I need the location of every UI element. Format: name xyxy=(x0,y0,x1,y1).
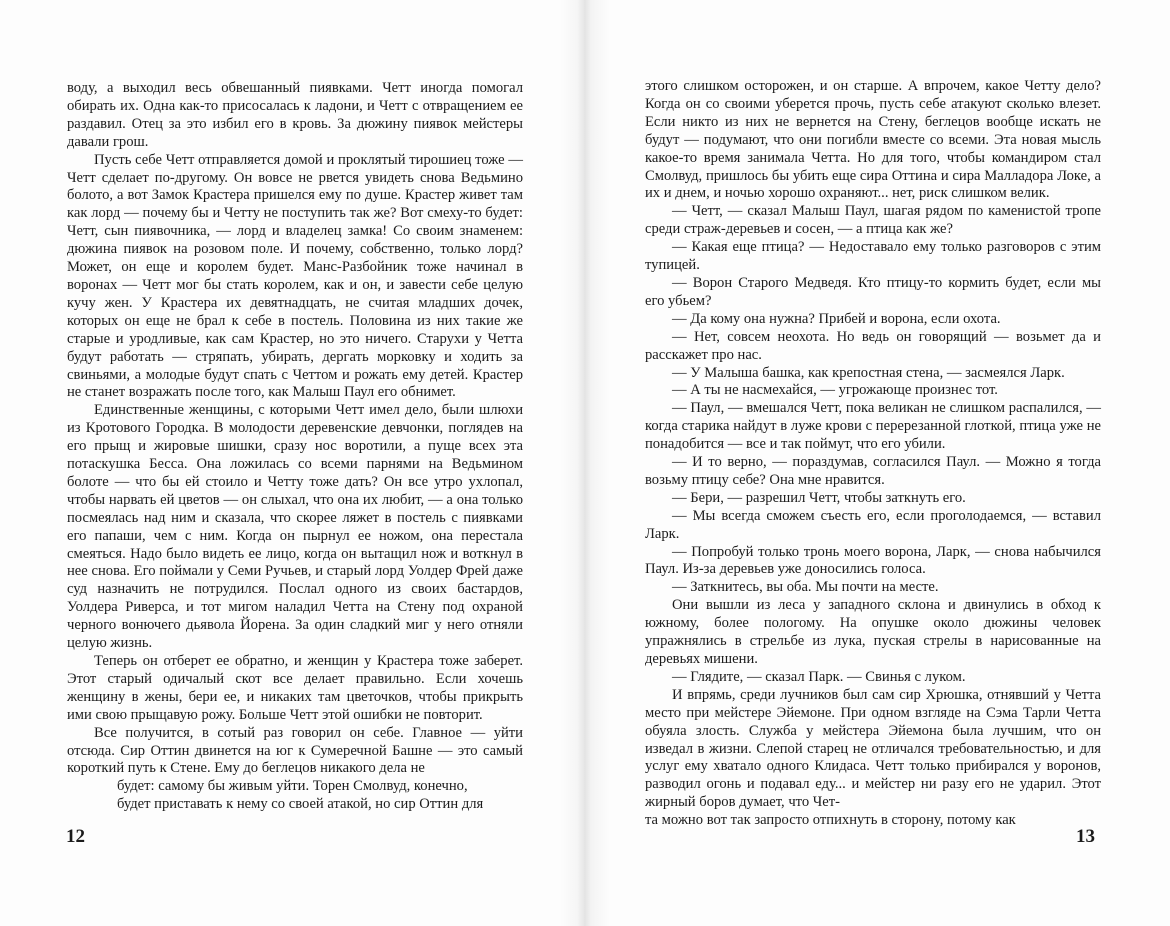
paragraph: Они вышли из леса у западного склона и двинулись в обход к южному, более пологому. На опушке около дюжины человек упражнялись в стрельбе из лука, пуская стрелы в нарисованные на деревьях мишени. xyxy=(645,597,1101,667)
right-page xyxy=(585,0,1170,926)
paragraph: Пусть себе Четт отправляется домой и проклятый тирошиец тоже — Четт сделает по-другому. Он вовсе не рвется увидеть снова Ведьмино болото, а вот Замок Крастера пришелся ему по душе. Крастер живет там как лорд — почему бы и Четту не поступить так же? Вот смеху-то будет: Четт, сын пиявочника, — лорд и владелец замка! Со своим знаменем: дюжина пиявок на розовом поле. И почему, собственно, только лорд? Может, он еще и королем будет. Манс-Разбойник тоже начинал в воронах — Четт мог бы стать королем, как и он, и завести себе целую кучу жен. У Крастера их девятнадцать, не считая младших дочек, которых он еще не брал к себе в постель. Половина из них такие же старые и уродливые, как сам Крастер, но это ничего. Старухи у Четта будут работать — стряпать, убирать, дергать морковку и ходить за свиньями, а молодые будут спать с Четтом и рожать ему детей. Крастер не станет возражать после того, как Малыш Паул его обнимет. xyxy=(67,151,523,401)
tail-line: будет приставать к нему со своей атакой, но сир Оттин для xyxy=(117,796,484,813)
paragraph: — Заткнитесь, вы оба. Мы почти на месте. xyxy=(672,579,939,596)
paragraph: — Паул, — вмешался Четт, пока великан не слишком распалился, — когда старика найдут в луже крови с перерезанной глоткой, птица уже не понадобится — все и так поймут, что его убили. xyxy=(645,400,1101,453)
left-page-text xyxy=(67,80,523,814)
paragraph: — Бери, — разрешил Четт, чтобы заткнуть его. xyxy=(672,489,966,506)
paragraph: — Попробуй только тронь моего ворона, Ларк, — снова набычился Паул. Из-за деревьев уже доносились голоса. xyxy=(645,543,1101,578)
paragraph: — Глядите, — сказал Парк. — Свинья с луком. xyxy=(672,668,966,685)
tail-line: будет: самому бы живым уйти. Торен Смолвуд, конечно, xyxy=(117,778,468,795)
paragraph: — У Малыша башка, как крепостная стена, — засмеялся Ларк. xyxy=(672,364,1065,381)
paragraph: Единственные женщины, с которыми Четт имел дело, были шлюхи из Кротового Городка. В молодости деревенские девчонки, поглядев на его прыщ и жировые шишки, сразу нос воротили, а пуще всех эта потаскушка Бесса. Она ложилась со всеми парнями на Ведьмином болоте — что бы ей стоило и Четту тоже дать? Он все утро ухлопал, чтобы нарвать ей цветов — он слыхал, что она их любит, — а она только посмеялась над ним и сказала, что скорее ляжет в постель с пиявками его папаши, чем с ним. Когда он пырнул ее ножом, она перестала смеяться. Надо было видеть ее лицо, когда он вытащил нож и воткнул в нее снова. Его поймали у Семи Ручьев, и старый лорд Уолдер Фрей даже суд назначить не потрудился. Послал одного из своих бастардов, Уолдера Риверса, и тот мигом наладил Четта на Стену под охраной черного вонючего дьявола Йорена. За один сладкий миг у него отняли целую жизнь. xyxy=(67,402,523,652)
page-number: 13 xyxy=(1076,826,1095,847)
paragraph: — Мы всегда сможем съесть его, если проголодаемся, — вставил Ларк. xyxy=(645,507,1101,542)
paragraph: И впрямь, среди лучников был сам сир Хрюшка, отнявший у Четта место при мейстере Эйемоне. При одном взгляде на Сэма Тарли Четта обуяла злость. Служба у мейстера Эйемона была лучшим, что он изведал в жизни. Слепой старец не отличался требовательностью, и для услуг ему хватало одного Клидаса. Четт только прибирался у воронов, разводил огонь и подавал еду... и мейстер ни разу его не ударил. Этот жирный боров думает, что Чет- xyxy=(645,686,1101,811)
paragraph: — Да кому она нужна? Прибей и ворона, если охота. xyxy=(672,310,1001,327)
paragraph: — Четт, — сказал Малыш Паул, шагая рядом по каменистой тропе среди страж-деревьев и сосен, — а птица как же? xyxy=(645,203,1101,238)
paragraph: — А ты не насмехайся, — угрожающе произнес тот. xyxy=(672,382,998,399)
page-number: 12 xyxy=(66,826,85,847)
paragraph: Все получится, в сотый раз говорил он себе. Главное — уйти отсюда. Сир Оттин двинется на юг к Сумеречной Башне — это самый короткий путь к Стене. Ему до беглецов никакого дела не xyxy=(67,724,523,777)
paragraph: — И то верно, — пораздумав, согласился Паул. — Можно я тогда возьму птицу себе? Она мне нравится. xyxy=(645,454,1101,488)
tail-line: та можно вот так запросто отпихнуть в сторону, потому как xyxy=(645,812,1016,829)
right-page-text xyxy=(645,78,1101,830)
paragraph: этого слишком осторожен, и он старше. А впрочем, какое Четту дело? Когда он со своими уберется прочь, пусть себе атакуют сколько влезет. Если никто из них не вернется на Стену, беглецов вообще искать не будут — подумают, что они погибли вместе со всеми. Эта новая мысль какое-то время занимала Четта. Но для того, чтобы командиром стал Смолвуд, пришлось бы убить еще сира Оттина и сира Малладора Локе, а их и днем, и ночью хорошо охраняют... нет, риск слишком велик. xyxy=(645,78,1101,202)
paragraph: — Нет, совсем неохота. Но ведь он говорящий — возьмет да и расскажет про нас. xyxy=(645,328,1101,363)
paragraph: — Какая еще птица? — Недоставало ему только разговоров с этим тупицей. xyxy=(645,239,1101,274)
paragraph: Теперь он отберет ее обратно, и женщин у Крастера тоже заберет. Этот старый одичалый скот все делает правильно. Если хочешь женщину в жены, бери ее, и никаких там цветочков, чтобы прикрыть ими свою прыщавую рожу. Больше Четт этой ошибки не повторит. xyxy=(67,653,523,723)
paragraph: — Ворон Старого Медведя. Кто птицу-то кормить будет, если мы его убьем? xyxy=(645,274,1101,309)
paragraph: воду, а выходил весь обвешанный пиявками. Четт иногда помогал обирать их. Одна как-то присосалась к ладони, и Четт с отвращением ее раздавил. Отец за это избил его в кровь. За дюжину пиявок мейстеры давали грош. xyxy=(67,80,523,150)
